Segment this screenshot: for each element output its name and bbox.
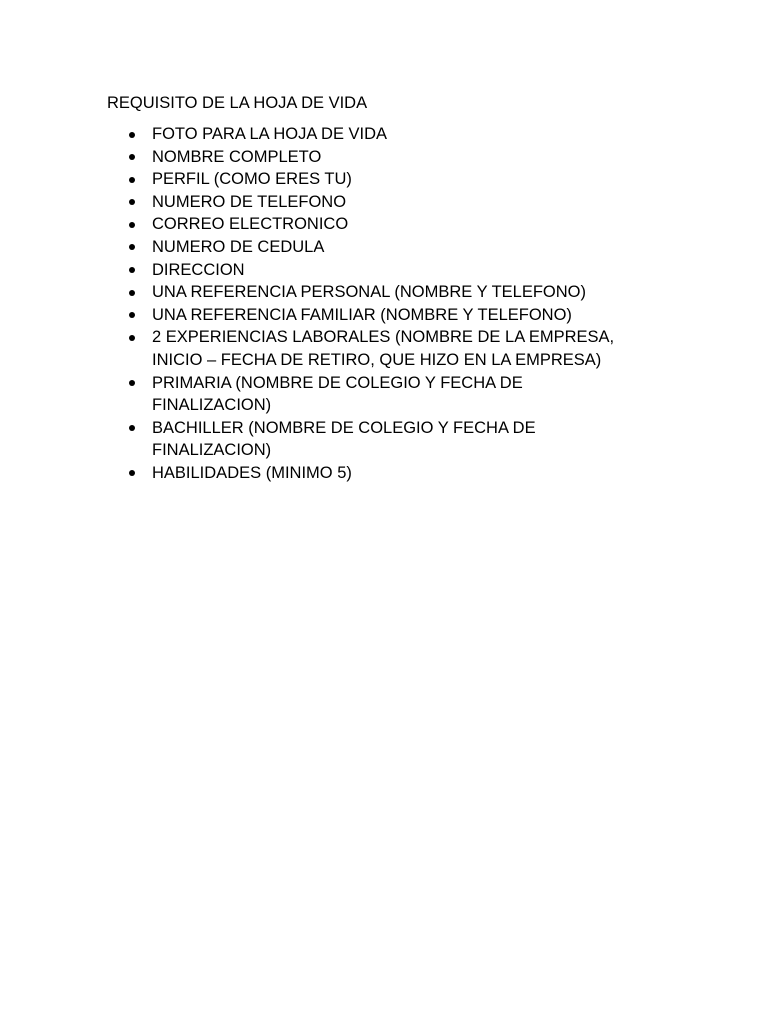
list-item <box>107 146 667 169</box>
list-item <box>107 372 667 417</box>
bullet-icon <box>129 267 135 273</box>
bullet-icon <box>129 335 135 341</box>
list-item-text: FOTO PARA LA HOJA DE VIDA <box>152 125 388 143</box>
list-item-text: NUMERO DE CEDULA <box>152 237 325 256</box>
bullet-icon <box>129 470 135 476</box>
bullet-icon <box>129 154 135 160</box>
requirements-list <box>107 123 667 485</box>
list-item <box>107 168 667 191</box>
document-title: REQUISITO DE LA HOJA DE VIDA <box>107 94 368 112</box>
list-item-text: CORREO ELECTRONICO <box>152 215 349 234</box>
bullet-icon <box>129 312 135 318</box>
bullet-icon <box>129 132 135 138</box>
bullet-icon <box>129 199 135 205</box>
bullet-icon <box>129 244 135 250</box>
bullet-icon <box>129 222 135 228</box>
list-item-text: PRIMARIA (NOMBRE DE COLEGIO Y FECHA DE FINALIZACION) <box>152 373 523 415</box>
list-item-text: 2 EXPERIENCIAS LABORALES (NOMBRE DE LA EMPRESA, INICIO – FECHA DE RETIRO, QUE HIZO EN LA EMPRESA) <box>152 328 615 369</box>
list-item <box>107 213 667 236</box>
bullet-icon <box>129 380 135 386</box>
bullet-icon <box>129 290 135 296</box>
list-item-text: UNA REFERENCIA FAMILIAR (NOMBRE Y TELEFONO) <box>152 305 572 324</box>
bullet-icon <box>129 425 135 431</box>
list-item-text: UNA REFERENCIA PERSONAL (NOMBRE Y TELEFONO) <box>152 283 586 302</box>
list-item <box>107 236 667 259</box>
bullet-icon <box>129 177 135 183</box>
list-item-text: PERFIL (COMO ERES TU) <box>152 170 352 189</box>
list-item-text: NOMBRE COMPLETO <box>152 147 322 166</box>
list-item <box>107 417 667 462</box>
list-item <box>107 326 667 371</box>
list-item <box>107 281 667 304</box>
list-item-text: DIRECCION <box>152 260 245 279</box>
list-item-text: BACHILLER (NOMBRE DE COLEGIO Y FECHA DE FINALIZACION) <box>152 418 536 460</box>
list-item <box>107 304 667 327</box>
list-item-text: NUMERO DE TELEFONO <box>152 192 347 211</box>
list-item <box>107 123 667 146</box>
list-item <box>107 462 667 485</box>
list-item-text: HABILIDADES (MINIMO 5) <box>152 463 352 482</box>
list-item <box>107 259 667 282</box>
list-item <box>107 191 667 214</box>
